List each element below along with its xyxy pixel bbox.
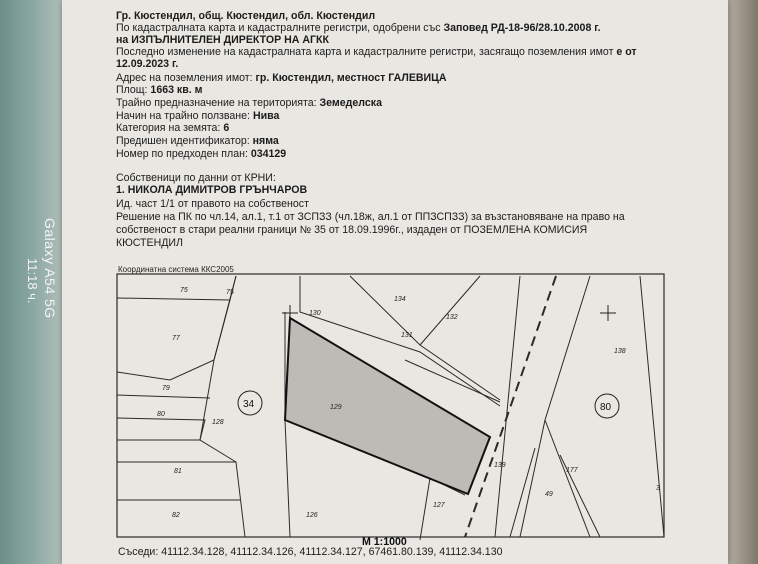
location-line: Гр. Кюстендил, общ. Кюстендил, обл. Кюстендил xyxy=(116,10,376,22)
decision-line-2: собственост в стари реални граници № 35 от 18.09.1996г., издаден от ПОЗЕМЛЕНА КОМИСИЯ xyxy=(116,224,588,236)
parcel-label: 79 xyxy=(162,385,170,392)
parcel-label: 131 xyxy=(401,332,413,339)
approval-line: По кадастралната карта и кадастралните регистри, одобрени със Заповед РД-18-96/28.10.2008 г. xyxy=(116,22,601,34)
parcel-label: 177 xyxy=(566,467,578,474)
neighbors-list: Съседи: 41112.34.128, 41112.34.126, 41112.34.127, 67461.80.139, 41112.34.130 xyxy=(118,546,503,558)
area-row: Площ: 1663 кв. м xyxy=(116,84,203,96)
parcel-129 xyxy=(285,318,490,494)
prev-id-row: Предишен идентификатор: няма xyxy=(116,135,279,147)
parcel-label: 75 xyxy=(226,289,234,296)
road-axis xyxy=(465,276,556,537)
road-left-edge xyxy=(495,276,520,537)
parcel-label: 134 xyxy=(394,296,406,303)
parcel-label: 129 xyxy=(330,404,342,411)
decision-line-1: Решение на ПК по чл.14, ал.1, т.1 от ЗСПЗЗ (чл.18ж, ал.1 от ППЗСПЗЗ) за възстановяване на право на xyxy=(116,211,625,223)
prev-plan-row: Номер по предходен план: 034129 xyxy=(116,148,287,160)
boundary-3 xyxy=(640,276,664,537)
purpose-row: Трайно предназначение на територията: Земеделска xyxy=(116,97,382,109)
boundary-177 xyxy=(545,420,590,537)
category-row: Категория на земята: 6 xyxy=(116,122,230,134)
parcel-label: 49 xyxy=(545,491,553,498)
parcel-label: 81 xyxy=(174,468,182,475)
road-right-edge xyxy=(520,276,590,537)
boundary-80 xyxy=(117,418,205,440)
block-number-34: 34 xyxy=(243,399,255,410)
owners-title: Собственици по данни от КРНИ: xyxy=(116,172,276,184)
parcel-label: 128 xyxy=(212,419,224,426)
parcel-label: 127 xyxy=(433,502,445,509)
parcel-label: 126 xyxy=(306,512,318,519)
owner-name: 1. НИКОЛА ДИМИТРОВ ГРЪНЧАРОВ xyxy=(116,184,308,196)
map-scale: М 1:1000 xyxy=(362,536,407,548)
parcel-label: 3 xyxy=(656,485,660,492)
boundary-79 xyxy=(117,395,210,398)
use-row: Начин на трайно ползване: Нива xyxy=(116,110,280,122)
parcel-label: 80 xyxy=(157,411,165,418)
authority-line: на ИЗПЪЛНИТЕЛЕН ДИРЕКТОР НА АГКК xyxy=(116,34,329,46)
parcel-label: 132 xyxy=(446,314,458,321)
decision-line-3: КЮСТЕНДИЛ xyxy=(116,237,183,249)
last-change-date: 12.09.2023 г. xyxy=(116,58,179,70)
parcel-label: 139 xyxy=(494,462,506,469)
parcel-label: 130 xyxy=(309,310,321,317)
coord-system-label: Координатна система ККС2005 xyxy=(118,265,234,274)
parcel-label: 77 xyxy=(172,335,180,342)
boundary-132 xyxy=(420,276,480,345)
block-number-80: 80 xyxy=(600,402,612,413)
parcel-label: 82 xyxy=(172,512,180,519)
device-watermark: Galaxy A54 5G xyxy=(42,218,58,319)
owner-share: Ид. част 1/1 от правото на собственост xyxy=(116,198,309,210)
last-change-line: Последно изменение на кадастралната карта и кадастралните регистри, засягащо поземления имот е от xyxy=(116,46,637,58)
address-row: Адрес на поземления имот: гр. Кюстендил, местност ГАЛЕВИЦА xyxy=(116,72,447,84)
parcel-label: 138 xyxy=(614,348,626,355)
time-watermark: 11:18 ч. xyxy=(25,258,40,304)
boundary-75 xyxy=(117,276,236,300)
parcel-label: 75 xyxy=(180,287,188,294)
